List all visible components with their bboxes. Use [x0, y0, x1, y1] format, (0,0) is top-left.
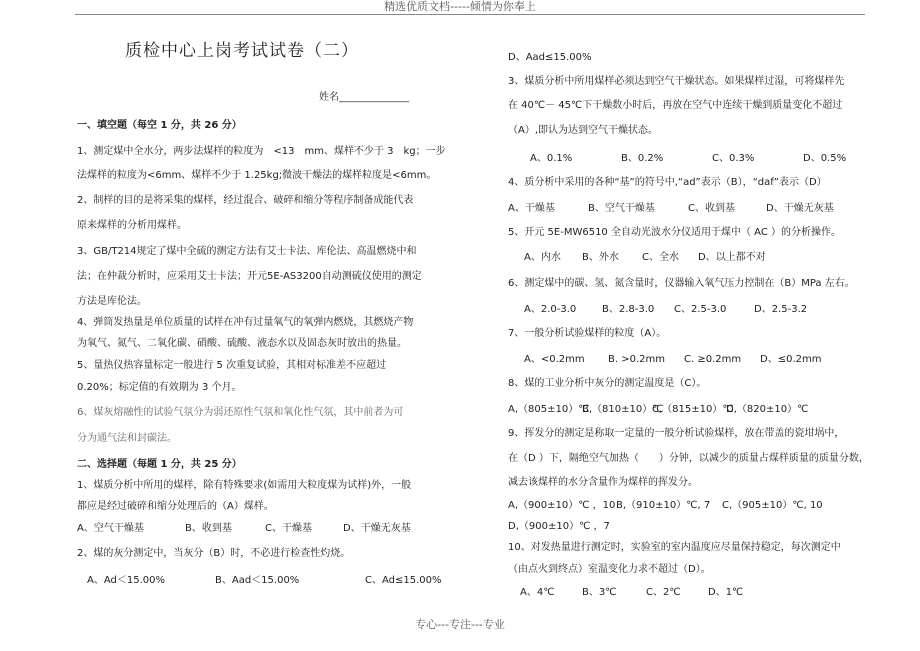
- choice-q7-line1: 7、一般分析试验煤样的粒度（A）。: [508, 328, 667, 339]
- option: C. ≥0.2mm: [684, 354, 742, 365]
- fill-q5-line2: 0.20%；标定值的有效期为 3 个月。: [77, 382, 242, 393]
- option: C、收到基: [688, 203, 735, 214]
- option: A、干燥基: [508, 203, 555, 214]
- fill-q2-line2: 原来煤样的分析用煤样。: [77, 220, 187, 231]
- option: D、0.5%: [803, 153, 847, 164]
- choice-q3-options: [530, 151, 846, 166]
- option: D、≤0.2mm: [760, 354, 822, 365]
- choice-q1-line2: 都应是经过破碎和缩分处理后的（A）煤样。: [77, 501, 274, 512]
- option: D、干燥无灰基: [343, 523, 411, 534]
- option: B. >0.2mm: [608, 354, 665, 365]
- choice-q3-line3: （A）,即认为达到空气干燥状态。: [508, 125, 659, 136]
- option: B、收到基: [185, 523, 232, 534]
- option: A、Ad＜15.00%: [87, 575, 165, 586]
- choice-q10-line2: （由点火到终点）室温变化力求不超过（D）。: [508, 564, 711, 575]
- choice-q9-option-d: D,（900±10）℃ ，7: [508, 521, 610, 532]
- fill-q3-line2: 法；在仲裁分析时，应采用艾士卡法；开元5E-AS3200自动测硫仪使用的测定: [77, 271, 422, 282]
- choice-q7-options: [524, 352, 821, 367]
- fill-q6-line2: 分为通气法和封碳法。: [77, 433, 177, 444]
- option: A、<0.2mm: [524, 354, 585, 365]
- choice-q2-line1: 2、煤的灰分测定中，当灰分（B）时，不必进行检查性灼烧。: [77, 548, 351, 559]
- choice-q9-line2: 在（D ）下，隔绝空气加热（ ）分钟，以减少的质量占煤样质量的质量分数，: [508, 453, 869, 464]
- option: B、3℃: [582, 587, 617, 598]
- choice-q3-line2: 在 40℃－ 45℃下干燥数小时后，再放在空气中连续干燥到质量变化不超过: [508, 100, 843, 111]
- page-header: 精选优质文档-----倾情为你奉上: [384, 0, 536, 13]
- option: A、4℃: [520, 587, 555, 598]
- choice-q10-line1: 10、对发热量进行测定时，实验室的室内温度应尽量保持稳定，每次测定中: [508, 542, 841, 553]
- option: A,（900±10）℃ ，10: [508, 500, 616, 511]
- fill-q4-line1: 4、弹筒发热量是单位质量的试样在冲有过量氧气的氧弹内燃烧，其燃烧产物: [77, 317, 414, 328]
- choice-q5-line1: 5、开元 5E-MW6510 全自动光波水分仪适用于煤中（ AC ）的分析操作。: [508, 227, 841, 238]
- option: C、干燥基: [265, 523, 312, 534]
- option: B、2.8-3.0: [602, 304, 655, 315]
- option: C,（815±10）℃: [652, 404, 734, 415]
- choice-q4-line1: 4、质分析中采用的各种“基”的符号中,“ad”表示（B），“daf”表示（D）: [508, 177, 827, 188]
- option: C、Ad≤15.00%: [365, 575, 442, 586]
- fill-q3-line1: 3、GB/T214规定了煤中全硫的测定方法有艾士卡法、库伦法、高温燃烧中和: [77, 246, 417, 257]
- option: A、0.1%: [530, 153, 573, 164]
- option: A、空气干燥基: [77, 523, 144, 534]
- choice-q9-options: [508, 498, 823, 513]
- choice-q1-options: [77, 521, 411, 536]
- choice-q9-line1: 9、挥发分的测定是称取一定量的一般分析试验煤样，放在带盖的瓷坩埚中，: [508, 428, 845, 439]
- option: D、干燥无灰基: [766, 203, 834, 214]
- fill-q6-line1: 6、煤灰熔融性的试验气氛分为弱还原性气氛和氧化性气氛，其中前者为可: [77, 407, 404, 418]
- choice-q6-options: [524, 302, 807, 317]
- choice-q2-option-d: D、Aad≤15.00%: [508, 52, 592, 63]
- option: A、2.0-3.0: [524, 304, 577, 315]
- option: B、Aad＜15.00%: [215, 575, 300, 586]
- choice-q5-options: [524, 250, 766, 265]
- section-fill-blank: 一、填空题（每空 1 分，共 26 分）: [77, 120, 242, 131]
- option: C,（905±10）℃, 10: [722, 500, 823, 511]
- name-field[interactable]: 姓名______________: [319, 92, 409, 103]
- fill-q3-line3: 方法是库伦法。: [77, 296, 147, 307]
- fill-q1-line1: 1、测定煤中全水分，两步法煤样的粒度为 <13 mm、煤样不少于 3 kg；一步: [77, 146, 446, 157]
- option: B、外水: [582, 252, 619, 263]
- option: B、空气干燥基: [588, 203, 655, 214]
- option: C、全水: [642, 252, 679, 263]
- fill-q2-line1: 2、制样的目的是将采集的煤样，经过混合、破碎和缩分等程序制备成能代表: [77, 195, 414, 206]
- option: B,（910±10）℃, 7: [616, 500, 711, 511]
- option: D、1℃: [708, 587, 744, 598]
- page-footer: 专心---专注---专业: [415, 618, 505, 631]
- option: D、以上都不对: [698, 252, 766, 263]
- option: B、0.2%: [621, 153, 664, 164]
- option: B,（810±10）℃: [582, 404, 664, 415]
- choice-q1-line1: 1、煤质分析中所用的煤样，除有特殊要求(如需用大粒度煤为试样)外，一般: [77, 480, 412, 491]
- choice-q10-options: [520, 585, 743, 600]
- choice-q9-line3: 减去该煤样的水分含量作为煤样的挥发分。: [508, 477, 698, 488]
- option: D,（820±10）℃: [726, 404, 809, 415]
- fill-q4-line2: 为氧气、氮气、二氧化碳、硝酸、硫酸、液态水以及固态灰时放出的热量。: [77, 338, 407, 349]
- option: D、2.5-3.2: [754, 304, 808, 315]
- choice-q6-line1: 6、测定煤中的碳、氢、氮含量时，仪器输入氧气压力控制在（B）MPa 左右。: [508, 278, 855, 289]
- option: A,（805±10）℃: [508, 404, 590, 415]
- option: C、2℃: [646, 587, 681, 598]
- choice-q4-options: [508, 201, 834, 216]
- header-divider: [75, 14, 865, 15]
- choice-q8-options: [508, 402, 808, 417]
- choice-q3-line1: 3、煤质分析中所用煤样必须达到空气干燥状态。如果煤样过湿，可将煤样先: [508, 76, 845, 87]
- choice-q2-options: [87, 573, 442, 588]
- fill-q1-line2: 法煤样的粒度为<6mm、煤样不少于 1.25kg;微波干燥法的煤样粒度是<6mm。: [77, 170, 437, 181]
- option: C、0.3%: [712, 153, 755, 164]
- exam-title: 质检中心上岗考试试卷（二）: [125, 41, 359, 61]
- option: A、内水: [524, 252, 561, 263]
- option: C、2.5-3.0: [674, 304, 727, 315]
- section-choice: 二、选择题（每题 1 分，共 25 分）: [77, 459, 242, 470]
- fill-q5-line1: 5、量热仪热容量标定一般进行 5 次重复试验，其相对标准差不应超过: [77, 360, 387, 371]
- choice-q8-line1: 8、煤的工业分析中灰分的测定温度是（C）。: [508, 378, 707, 389]
